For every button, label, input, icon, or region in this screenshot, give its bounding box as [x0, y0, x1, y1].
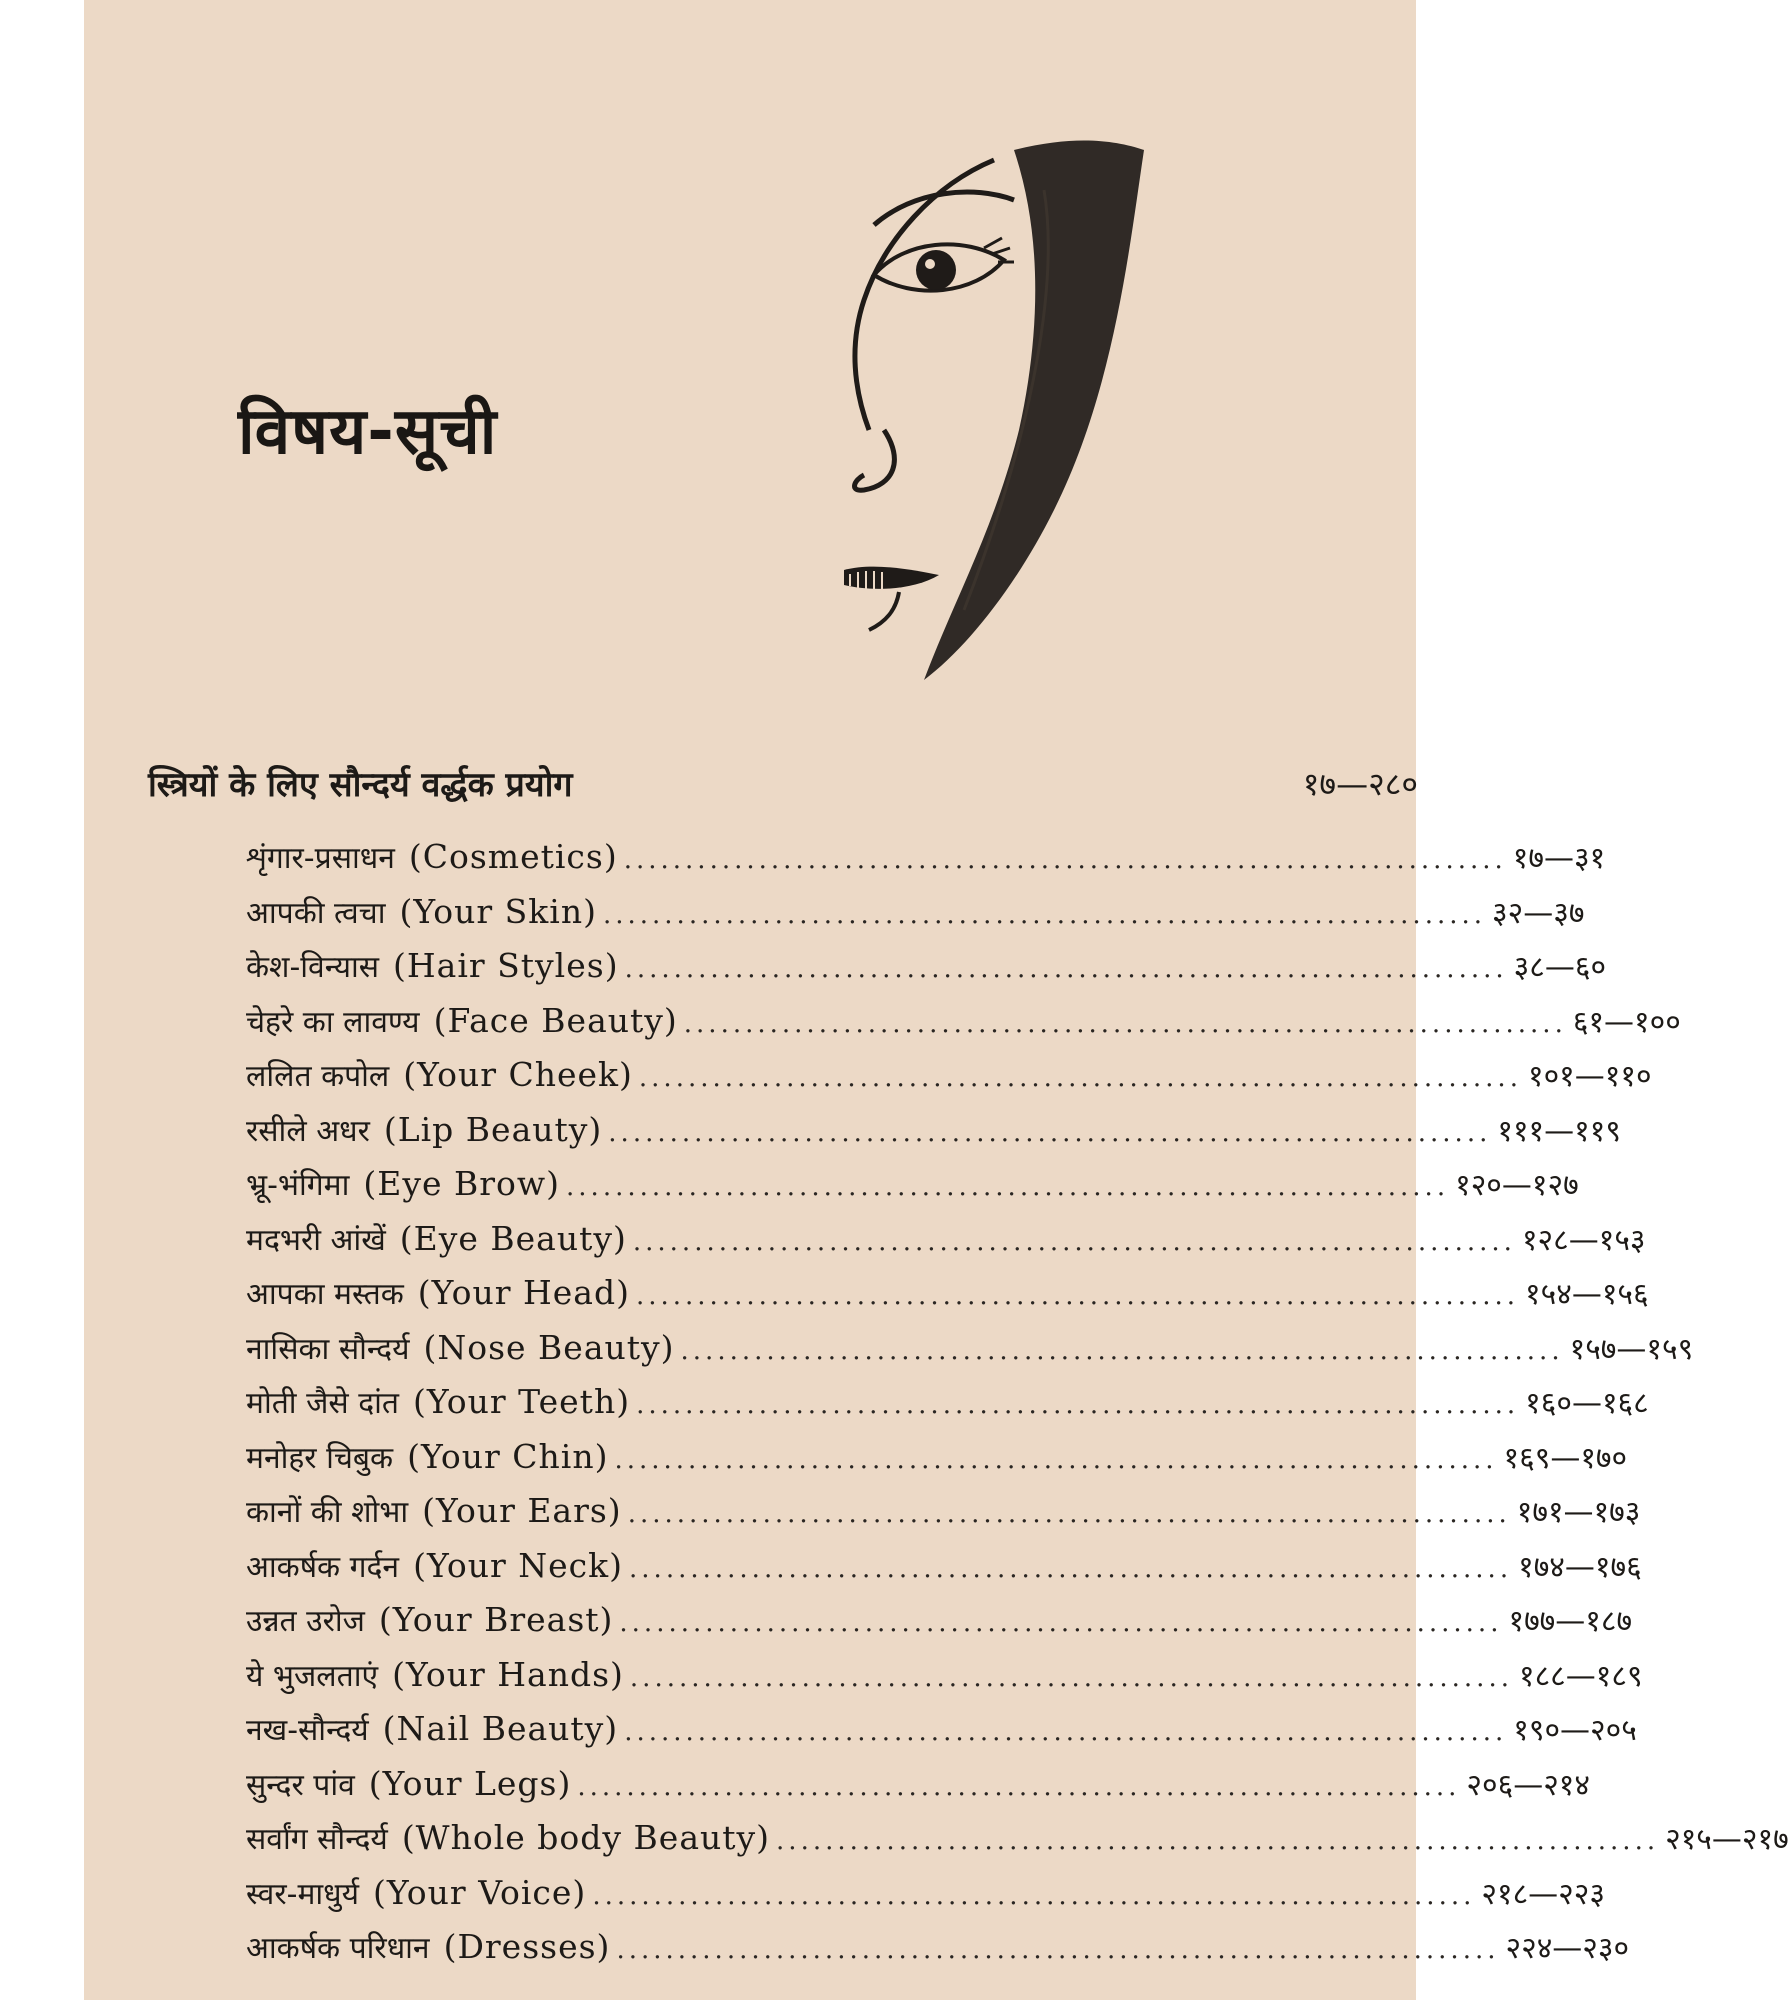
entry-hindi: शृंगार-प्रसाधन: [246, 841, 395, 876]
entry-hindi: चेहरे का लावण्य: [246, 1004, 420, 1040]
entry-english: (Hair Styles): [393, 946, 619, 985]
entry-english: (Your Cheek): [403, 1055, 633, 1094]
entry-english: (Your Neck): [413, 1545, 624, 1585]
dot-leader: ........................................................................: [635, 1281, 1520, 1311]
section-pages: १७—२८०: [1302, 765, 1418, 803]
toc-entry: [246, 1321, 1694, 1376]
toc-entry: [246, 1920, 1630, 1975]
entry-pages: ३२—३७: [1492, 895, 1585, 931]
dot-leader: ........................................................................: [629, 1662, 1513, 1693]
dot-leader: ........................................................................: [616, 1935, 1500, 1965]
entry-pages: ३८—६०: [1513, 950, 1607, 985]
entry-hindi: सुन्दर पांव: [246, 1767, 355, 1803]
dot-leader: ........................................................................: [623, 845, 1507, 875]
dot-leader: ........................................................................: [683, 1008, 1567, 1039]
page-title: विषय-सूची: [238, 395, 498, 469]
entry-pages: १७४—१७६: [1518, 1549, 1642, 1585]
toc-list: [246, 830, 1789, 1975]
dot-leader: ........................................................................: [629, 1553, 1513, 1584]
toc-entry: [246, 830, 1606, 885]
dot-leader: ........................................................................: [636, 1390, 1520, 1420]
entry-hindi: सर्वांग सौन्दर्य: [246, 1822, 388, 1857]
entry-hindi: आकर्षक गर्दन: [246, 1549, 400, 1585]
entry-pages: १२८—१५३: [1521, 1222, 1646, 1258]
toc-entry: [246, 885, 1585, 940]
entry-pages: १९०—२०५: [1513, 1713, 1637, 1748]
entry-pages: १२०—१२७: [1455, 1168, 1579, 1203]
section-title: स्त्रियों के लिए सौन्दर्य वर्द्धक प्रयोग: [148, 765, 573, 805]
toc-entry: [246, 1212, 1646, 1267]
entry-pages: १७७—१८७: [1508, 1604, 1633, 1639]
entry-hindi: उन्नत उरोज: [246, 1604, 365, 1639]
entry-hindi: ललित कपोल: [246, 1059, 390, 1094]
entry-pages: २१५—२१७: [1665, 1822, 1789, 1857]
dot-leader: ........................................................................: [592, 1880, 1476, 1911]
entry-english: (Cosmetics): [408, 837, 618, 876]
dot-leader: ........................................................................: [619, 1608, 1503, 1638]
toc-entry: [246, 1430, 1628, 1485]
toc-entry: [246, 1811, 1789, 1866]
entry-english: (Eye Beauty): [399, 1218, 627, 1258]
entry-hindi: आपका मस्तक: [246, 1277, 404, 1312]
entry-hindi: केश-विन्यास: [246, 950, 380, 985]
entry-pages: १७१—१७३: [1516, 1495, 1641, 1530]
entry-hindi: भ्रू-भंगिमा: [246, 1168, 350, 1203]
dot-leader: ........................................................................: [614, 1444, 1498, 1475]
dot-leader: ........................................................................: [577, 1771, 1461, 1802]
dot-leader: ........................................................................: [602, 899, 1487, 930]
entry-pages: १६०—१६८: [1525, 1386, 1649, 1421]
entry-english: (Lip Beauty): [383, 1109, 603, 1149]
dot-leader: ........................................................................: [608, 1117, 1492, 1148]
entry-english: (Dresses): [443, 1927, 611, 1966]
entry-english: (Your Ears): [422, 1491, 622, 1530]
entry-pages: १८८—१८९: [1518, 1658, 1643, 1694]
entry-hindi: रसीले अधर: [246, 1113, 370, 1149]
toc-entry: [246, 1866, 1605, 1921]
dot-leader: ........................................................................: [776, 1826, 1660, 1856]
entry-english: (Nail Beauty): [382, 1709, 619, 1748]
dot-leader: ........................................................................: [680, 1335, 1564, 1366]
entry-hindi: मदभरी आंखें: [246, 1222, 386, 1258]
entry-english: (Eye Brow): [363, 1164, 561, 1203]
entry-pages: ६१—१००: [1572, 1004, 1681, 1040]
entry-english: (Nose Beauty): [423, 1327, 675, 1367]
toc-entry: [246, 939, 1607, 994]
toc-entry: [246, 1484, 1641, 1539]
toc-entry: [246, 1648, 1643, 1703]
entry-hindi: आपकी त्वचा: [246, 895, 386, 931]
entry-pages: २२४—२३०: [1505, 1931, 1630, 1966]
section-heading: [148, 760, 1418, 820]
dot-leader: ........................................................................: [627, 1499, 1511, 1529]
entry-hindi: नख-सौन्दर्य: [246, 1713, 369, 1748]
toc-entry: [246, 994, 1681, 1049]
toc-entry: [246, 1757, 1591, 1812]
toc-entry: [246, 1266, 1649, 1321]
entry-english: (Face Beauty): [433, 1000, 678, 1040]
entry-pages: २०६—२१४: [1466, 1767, 1591, 1803]
dot-leader: ........................................................................: [624, 1717, 1508, 1747]
entry-english: (Your Voice): [373, 1872, 587, 1912]
dot-leader: ........................................................................: [632, 1226, 1516, 1257]
entry-pages: १११—११९: [1497, 1113, 1621, 1149]
entry-hindi: आकर्षक परिधान: [246, 1931, 430, 1966]
toc-entry: [246, 1375, 1649, 1430]
entry-english: (Whole body Beauty): [401, 1818, 771, 1857]
entry-pages: १५४—१५६: [1525, 1277, 1649, 1312]
dot-leader: ........................................................................: [638, 1063, 1522, 1093]
entry-pages: १६९—१७०: [1503, 1440, 1628, 1476]
entry-pages: २१८—२२३: [1481, 1876, 1605, 1912]
entry-hindi: मनोहर चिबुक: [246, 1440, 394, 1476]
dot-leader: ........................................................................: [566, 1172, 1450, 1202]
dot-leader: ........................................................................: [624, 954, 1508, 984]
entry-english: (Your Head): [417, 1273, 630, 1312]
toc-entry: [246, 1157, 1579, 1212]
entry-english: (Your Hands): [392, 1654, 624, 1694]
entry-english: (Your Skin): [399, 891, 597, 931]
entry-hindi: मोती जैसे दांत: [246, 1386, 399, 1421]
woman-face-illustration: [844, 130, 1404, 710]
entry-english: (Your Breast): [378, 1600, 614, 1639]
entry-pages: १५७—१५९: [1569, 1331, 1694, 1367]
entry-hindi: ये भुजलताएं: [246, 1658, 379, 1694]
toc-entry: [246, 1103, 1621, 1158]
entry-hindi: नासिका सौन्दर्य: [246, 1331, 410, 1367]
entry-english: (Your Chin): [407, 1436, 609, 1476]
entry-pages: १०१—११०: [1527, 1059, 1652, 1094]
toc-entry: [246, 1048, 1652, 1103]
entry-hindi: स्वर-माधुर्य: [246, 1876, 360, 1912]
entry-hindi: कानों की शोभा: [246, 1495, 409, 1530]
book-page: [84, 0, 1789, 2000]
toc-entry: [246, 1702, 1637, 1757]
entry-english: (Your Teeth): [413, 1382, 631, 1421]
entry-pages: १७—३१: [1512, 841, 1606, 876]
toc-entry: [246, 1539, 1642, 1594]
entry-english: (Your Legs): [368, 1763, 572, 1803]
toc-entry: [246, 1593, 1633, 1648]
